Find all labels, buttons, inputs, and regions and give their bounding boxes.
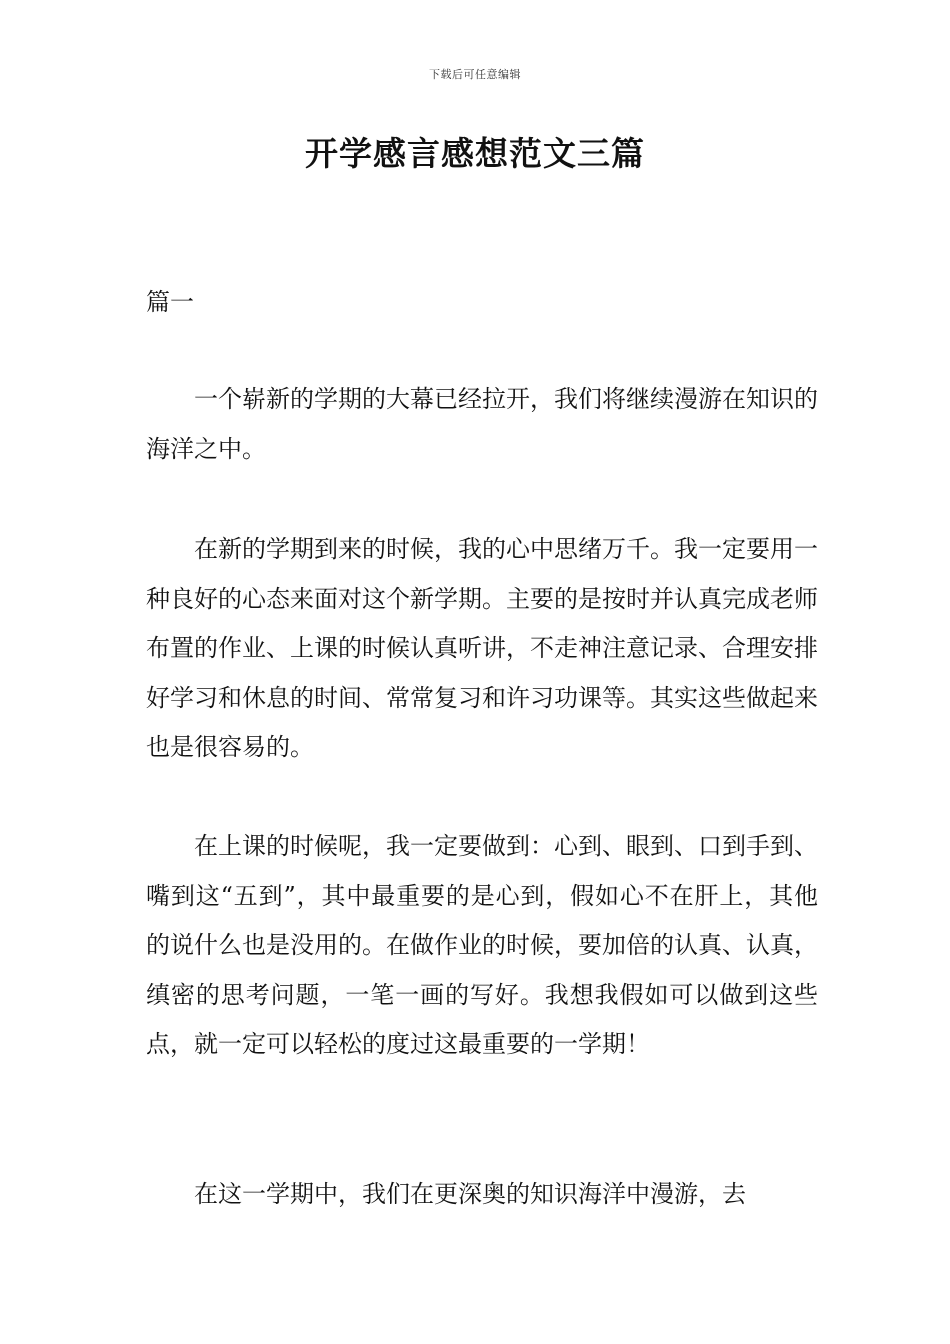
paragraph-3: 在上课的时候呢，我一定要做到：心到、眼到、口到手到、嘴到这“五到”，其中最重要的是心到，假如心不在肝上，其他的说什么也是没用的。在做作业的时候，要加倍的认真、认真，缜密的思考问题，一笔一画的写好。我想我假如可以做到这些点，就一定可以轻松的度过这最重要的一学期！ (146, 832, 818, 1058)
header-note: 下载后可任意编辑 (429, 68, 521, 81)
section-heading: 篇一 (146, 288, 194, 316)
paragraph-2: 在新的学期到来的时候，我的心中思绪万千。我一定要用一种良好的心态来面对这个新学期。主要的是按时并认真完成老师布置的作业、上课的时候认真听讲，不走神注意记录、合理安排好学习和休息的时间、常常复习和许习功课等。其实这些做起来也是很容易的。 (146, 535, 818, 761)
paragraph-4: 在这一学期中，我们在更深奥的知识海洋中漫游，去 (194, 1180, 746, 1208)
document-title: 开学感言感想范文三篇 (305, 134, 645, 173)
paragraph-1: 一个崭新的学期的大幕已经拉开，我们将继续漫游在知识的海洋之中。 (146, 385, 818, 463)
